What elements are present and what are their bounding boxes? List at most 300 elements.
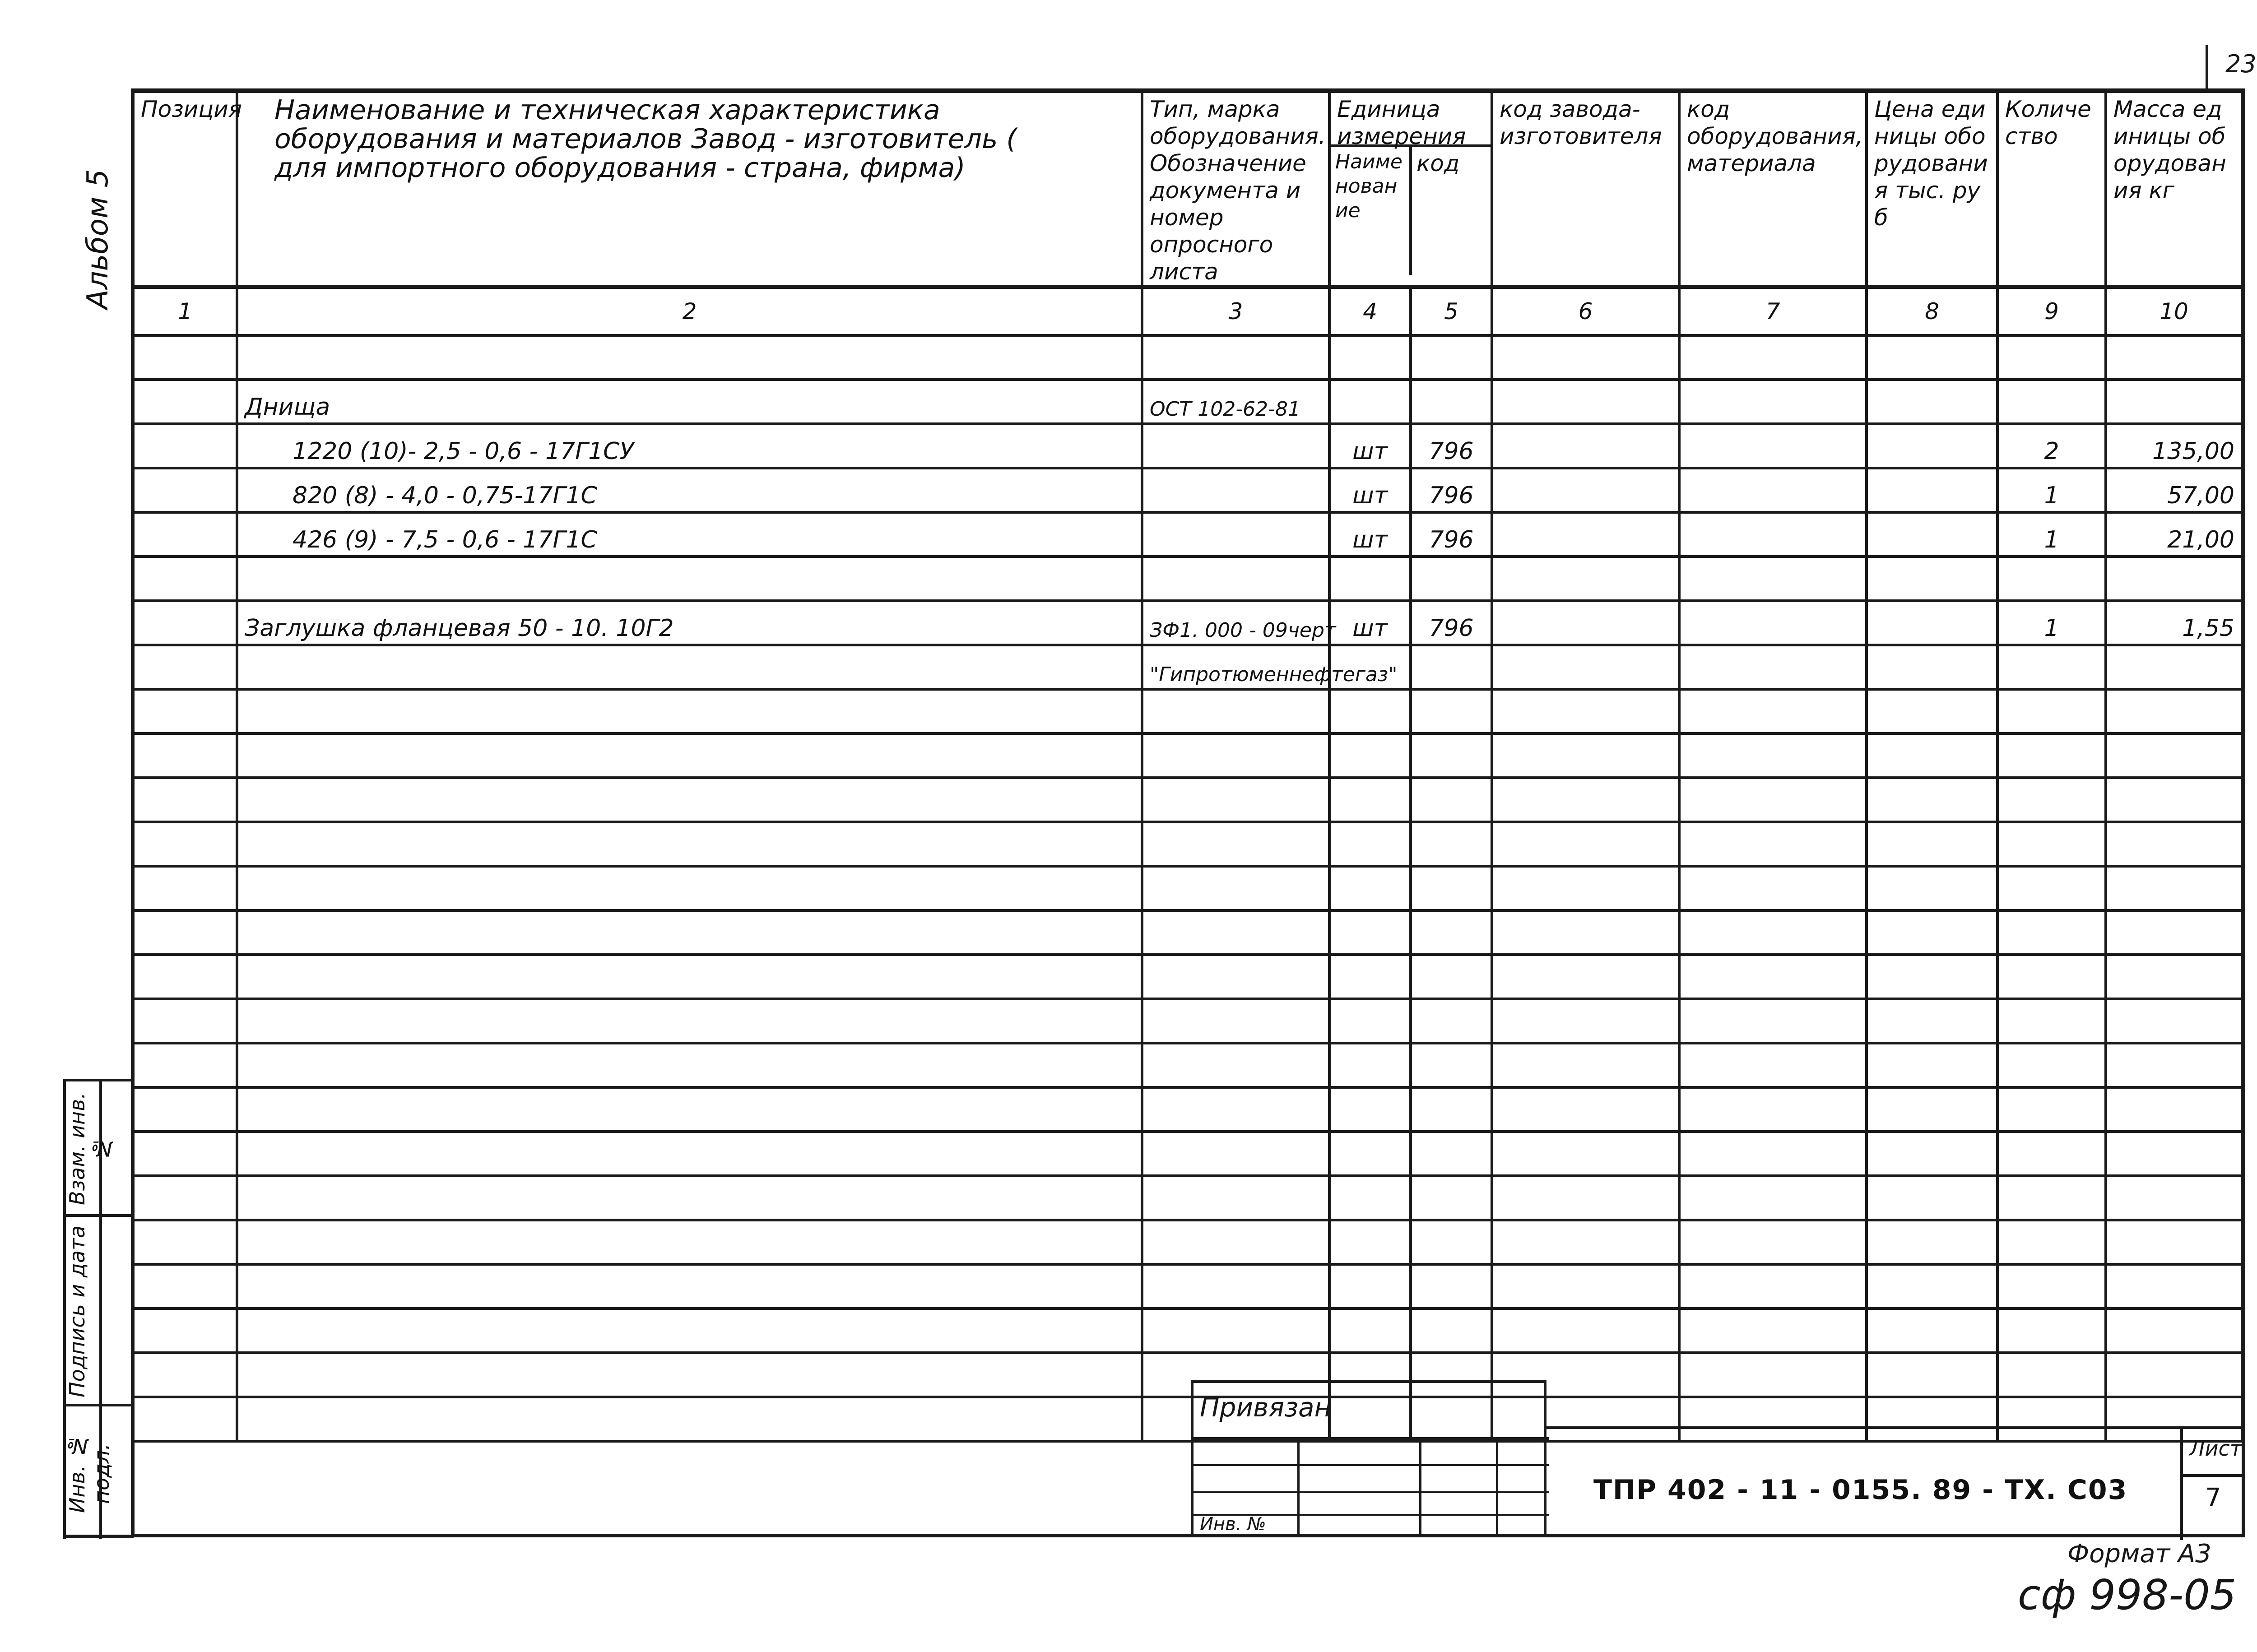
row-document: ОСТ 102-62-81	[1142, 380, 1329, 424]
table-row	[133, 1264, 2242, 1309]
row-unit-code	[1411, 1264, 1492, 1309]
col-num: 1	[133, 287, 237, 335]
row-position	[133, 955, 237, 999]
row-manufacturer-code	[1492, 999, 1679, 1043]
row-document	[1142, 1043, 1329, 1087]
row-position	[133, 822, 237, 866]
table-row	[133, 822, 2242, 866]
row-document	[1142, 778, 1329, 822]
row-position	[133, 1087, 237, 1132]
row-name	[237, 1132, 1142, 1176]
row-name: Заглушка фланцевая 50 - 10. 10Г2	[237, 601, 1142, 645]
row-unit-code	[1411, 1176, 1492, 1220]
sheet-label: Лист	[2189, 1436, 2242, 1461]
row-price	[1867, 689, 1997, 733]
row-name	[237, 1220, 1142, 1264]
side-stamp-sign-date: Подпись и дата	[65, 1225, 89, 1397]
header-type: Тип, марка оборудования. Обозначение документа и номер опросного листа	[1142, 92, 1329, 287]
row-name	[237, 335, 1142, 380]
row-mass	[2106, 380, 2242, 424]
row-name: Днища	[237, 380, 1142, 424]
row-price	[1867, 557, 1997, 601]
header-unit-name: Наименование	[1331, 147, 1412, 275]
row-equipment-code	[1679, 335, 1867, 380]
row-unit	[1329, 1132, 1411, 1176]
row-quantity	[1997, 689, 2106, 733]
row-name	[237, 1309, 1142, 1353]
row-price	[1867, 910, 1997, 955]
row-unit	[1329, 1043, 1411, 1087]
row-manufacturer-code	[1492, 424, 1679, 468]
row-unit-code	[1411, 733, 1492, 778]
row-unit	[1329, 1220, 1411, 1264]
row-unit-code	[1411, 910, 1492, 955]
row-equipment-code	[1679, 645, 1867, 689]
row-equipment-code	[1679, 1309, 1867, 1353]
page-number-divider	[2206, 45, 2208, 90]
header-mass: Масса единицы оборудования кг	[2106, 92, 2242, 287]
header-position: Позиция	[133, 92, 237, 287]
row-name	[237, 557, 1142, 601]
row-mass	[2106, 335, 2242, 380]
row-unit-code	[1411, 1132, 1492, 1176]
row-document	[1142, 1220, 1329, 1264]
header-manufacturer-code: код завода-изготовителя	[1492, 92, 1679, 287]
row-document	[1142, 999, 1329, 1043]
privyazan-block	[1191, 1380, 1546, 1537]
row-mass	[2106, 689, 2242, 733]
row-unit-code: 796	[1411, 512, 1492, 557]
table-row	[133, 1353, 2242, 1397]
row-name: 820 (8) - 4,0 - 0,75-17Г1С	[237, 468, 1142, 512]
row-mass	[2106, 733, 2242, 778]
row-position	[133, 689, 237, 733]
row-position	[133, 1353, 237, 1397]
row-mass: 21,00	[2106, 512, 2242, 557]
row-mass	[2106, 1353, 2242, 1397]
table-row	[133, 910, 2242, 955]
table-row	[133, 601, 2242, 645]
row-unit	[1329, 1309, 1411, 1353]
row-mass	[2106, 910, 2242, 955]
row-document	[1142, 1264, 1329, 1309]
row-unit-code	[1411, 955, 1492, 999]
row-mass: 57,00	[2106, 468, 2242, 512]
row-unit	[1329, 778, 1411, 822]
row-price	[1867, 645, 1997, 689]
row-price	[1867, 1132, 1997, 1176]
row-equipment-code	[1679, 1220, 1867, 1264]
row-position	[133, 778, 237, 822]
row-equipment-code	[1679, 468, 1867, 512]
col-num: 5	[1411, 287, 1492, 335]
row-position	[133, 335, 237, 380]
row-document	[1142, 557, 1329, 601]
row-unit	[1329, 910, 1411, 955]
table-row	[133, 335, 2242, 380]
row-position	[133, 733, 237, 778]
row-position	[133, 601, 237, 645]
row-manufacturer-code	[1492, 778, 1679, 822]
row-name	[237, 999, 1142, 1043]
row-equipment-code	[1679, 733, 1867, 778]
table-row	[133, 1220, 2242, 1264]
row-equipment-code	[1679, 1264, 1867, 1309]
row-document	[1142, 424, 1329, 468]
col-num: 3	[1142, 287, 1329, 335]
row-mass	[2106, 645, 2242, 689]
row-position	[133, 866, 237, 910]
row-quantity	[1997, 645, 2106, 689]
row-unit-code: 796	[1411, 468, 1492, 512]
table-row	[133, 955, 2242, 999]
row-unit	[1329, 689, 1411, 733]
row-mass	[2106, 1220, 2242, 1264]
row-equipment-code	[1679, 778, 1867, 822]
row-manufacturer-code	[1492, 468, 1679, 512]
row-position	[133, 380, 237, 424]
row-unit-code	[1411, 557, 1492, 601]
column-number-row	[133, 287, 2242, 335]
row-quantity	[1997, 822, 2106, 866]
row-unit-code	[1411, 778, 1492, 822]
row-manufacturer-code	[1492, 1087, 1679, 1132]
album-label: Альбом 5	[81, 169, 115, 310]
row-quantity	[1997, 1264, 2106, 1309]
row-mass	[2106, 866, 2242, 910]
row-document	[1142, 910, 1329, 955]
row-manufacturer-code	[1492, 1176, 1679, 1220]
format-label: Формат А3	[2067, 1539, 2211, 1568]
row-document	[1142, 335, 1329, 380]
row-mass	[2106, 1043, 2242, 1087]
row-unit	[1329, 999, 1411, 1043]
sheet-value: 7	[2205, 1483, 2221, 1513]
row-quantity: 1	[1997, 512, 2106, 557]
row-quantity	[1997, 999, 2106, 1043]
row-name	[237, 1087, 1142, 1132]
row-manufacturer-code	[1492, 1132, 1679, 1176]
row-equipment-code	[1679, 424, 1867, 468]
row-quantity	[1997, 557, 2106, 601]
table-row	[133, 557, 2242, 601]
row-unit-code	[1411, 335, 1492, 380]
row-unit	[1329, 380, 1411, 424]
row-equipment-code	[1679, 557, 1867, 601]
row-manufacturer-code	[1492, 822, 1679, 866]
page-number: 23	[2225, 50, 2257, 78]
row-price	[1867, 424, 1997, 468]
inv-no-label: Инв. №	[1200, 1514, 1266, 1535]
privyazan-label: Привязан	[1200, 1392, 1332, 1423]
row-manufacturer-code	[1492, 866, 1679, 910]
row-price	[1867, 1264, 1997, 1309]
row-unit	[1329, 557, 1411, 601]
spec-table	[132, 90, 2243, 1443]
table-row	[133, 645, 2242, 689]
row-position	[133, 645, 237, 689]
row-price	[1867, 335, 1997, 380]
row-position	[133, 1220, 237, 1264]
row-quantity	[1997, 1132, 2106, 1176]
row-unit-code	[1411, 1087, 1492, 1132]
row-document	[1142, 1087, 1329, 1132]
row-position	[133, 1176, 237, 1220]
row-name	[237, 822, 1142, 866]
row-price	[1867, 1220, 1997, 1264]
side-stamp-inv-podl: Инв. № подл.	[65, 1434, 114, 1513]
row-document: "Гипротюменнефтегаз"	[1142, 645, 1329, 689]
table-row	[133, 733, 2242, 778]
col-num: 10	[2106, 287, 2242, 335]
row-document	[1142, 955, 1329, 999]
archive-number: сф 998-05	[2018, 1571, 2237, 1619]
row-document	[1142, 822, 1329, 866]
row-price	[1867, 1087, 1997, 1132]
row-equipment-code	[1679, 1087, 1867, 1132]
row-unit-code	[1411, 1220, 1492, 1264]
row-mass	[2106, 557, 2242, 601]
row-quantity	[1997, 1176, 2106, 1220]
row-quantity	[1997, 910, 2106, 955]
row-manufacturer-code	[1492, 601, 1679, 645]
row-quantity	[1997, 1220, 2106, 1264]
row-unit-code	[1411, 1309, 1492, 1353]
row-mass	[2106, 1309, 2242, 1353]
row-equipment-code	[1679, 1043, 1867, 1087]
row-price	[1867, 999, 1997, 1043]
row-quantity	[1997, 866, 2106, 910]
row-equipment-code	[1679, 866, 1867, 910]
row-quantity	[1997, 1087, 2106, 1132]
row-price	[1867, 1353, 1997, 1397]
side-stamp	[63, 1079, 134, 1539]
row-quantity	[1997, 1353, 2106, 1397]
row-document	[1142, 1176, 1329, 1220]
row-quantity	[1997, 955, 2106, 999]
table-row	[133, 1132, 2242, 1176]
row-mass: 1,55	[2106, 601, 2242, 645]
table-row	[133, 778, 2242, 822]
table-row	[133, 424, 2242, 468]
row-equipment-code	[1679, 822, 1867, 866]
row-manufacturer-code	[1492, 955, 1679, 999]
row-price	[1867, 1309, 1997, 1353]
row-equipment-code	[1679, 512, 1867, 557]
row-equipment-code	[1679, 1132, 1867, 1176]
row-price	[1867, 955, 1997, 999]
table-row	[133, 380, 2242, 424]
designation-text: ТПР 402 - 11 - 0155. 89 - ТХ. С03	[1593, 1474, 2128, 1506]
row-mass	[2106, 1264, 2242, 1309]
table-row	[133, 468, 2242, 512]
row-document	[1142, 1132, 1329, 1176]
row-mass	[2106, 778, 2242, 822]
row-document	[1142, 866, 1329, 910]
row-name	[237, 1043, 1142, 1087]
row-price	[1867, 733, 1997, 778]
header-equipment-code: код оборудования, материала	[1679, 92, 1867, 287]
row-manufacturer-code	[1492, 910, 1679, 955]
row-position	[133, 999, 237, 1043]
row-document	[1142, 1309, 1329, 1353]
row-unit-code	[1411, 999, 1492, 1043]
row-name	[237, 645, 1142, 689]
row-manufacturer-code	[1492, 733, 1679, 778]
row-price	[1867, 1043, 1997, 1087]
row-unit: шт	[1329, 468, 1411, 512]
row-manufacturer-code	[1492, 335, 1679, 380]
header-unit	[1329, 92, 1492, 287]
row-name	[237, 1176, 1142, 1220]
table-row	[133, 1176, 2242, 1220]
table-row	[133, 1309, 2242, 1353]
row-equipment-code	[1679, 955, 1867, 999]
row-equipment-code	[1679, 689, 1867, 733]
row-unit	[1329, 1176, 1411, 1220]
row-quantity	[1997, 1043, 2106, 1087]
row-unit: шт	[1329, 601, 1411, 645]
row-manufacturer-code	[1492, 1220, 1679, 1264]
header-unit-code: код	[1416, 150, 1460, 176]
col-num: 9	[1997, 287, 2106, 335]
col-num: 6	[1492, 287, 1679, 335]
row-document	[1142, 733, 1329, 778]
row-unit-code	[1411, 822, 1492, 866]
side-stamp-inv-vzam: Взам. инв. №	[65, 1092, 114, 1205]
row-manufacturer-code	[1492, 380, 1679, 424]
row-equipment-code	[1679, 380, 1867, 424]
header-price: Цена единицы оборудования тыс. руб	[1867, 92, 1997, 287]
row-unit-code: 796	[1411, 601, 1492, 645]
row-mass	[2106, 999, 2242, 1043]
row-document: ЗФ1. 000 - 09черт	[1142, 601, 1329, 645]
row-price	[1867, 866, 1997, 910]
designation-block	[1544, 1426, 2245, 1537]
row-position	[133, 468, 237, 512]
row-equipment-code	[1679, 601, 1867, 645]
row-position	[133, 424, 237, 468]
row-unit-code	[1411, 1043, 1492, 1087]
row-unit: шт	[1329, 424, 1411, 468]
row-price	[1867, 601, 1997, 645]
row-manufacturer-code	[1492, 645, 1679, 689]
row-name	[237, 1397, 1142, 1441]
col-num: 7	[1679, 287, 1867, 335]
row-unit-code	[1411, 380, 1492, 424]
row-position	[133, 557, 237, 601]
row-name	[237, 910, 1142, 955]
row-mass	[2106, 1176, 2242, 1220]
header-quantity: Количество	[1997, 92, 2106, 287]
table-row	[133, 866, 2242, 910]
row-price	[1867, 822, 1997, 866]
header-name: Наименование и техническая характеристика оборудования и материалов Завод - изготовитель ( для импортного оборудования - страна, фирма)	[237, 92, 1142, 287]
row-manufacturer-code	[1492, 557, 1679, 601]
row-unit	[1329, 335, 1411, 380]
row-price	[1867, 380, 1997, 424]
row-quantity: 1	[1997, 601, 2106, 645]
row-unit	[1329, 866, 1411, 910]
row-unit	[1329, 1264, 1411, 1309]
row-quantity	[1997, 380, 2106, 424]
row-unit	[1329, 733, 1411, 778]
row-manufacturer-code	[1492, 1309, 1679, 1353]
row-price	[1867, 778, 1997, 822]
row-name	[237, 689, 1142, 733]
row-name	[237, 1264, 1142, 1309]
row-quantity: 1	[1997, 468, 2106, 512]
row-position	[133, 1309, 237, 1353]
row-name	[237, 778, 1142, 822]
row-mass	[2106, 1087, 2242, 1132]
row-unit-code	[1411, 689, 1492, 733]
row-unit	[1329, 822, 1411, 866]
row-mass	[2106, 955, 2242, 999]
row-unit: шт	[1329, 512, 1411, 557]
row-manufacturer-code	[1492, 512, 1679, 557]
row-unit	[1329, 955, 1411, 999]
table-row	[133, 1087, 2242, 1132]
row-equipment-code	[1679, 1353, 1867, 1397]
row-position	[133, 1132, 237, 1176]
table-row	[133, 689, 2242, 733]
row-mass	[2106, 822, 2242, 866]
col-num: 2	[237, 287, 1142, 335]
row-name	[237, 733, 1142, 778]
table-row	[133, 999, 2242, 1043]
row-quantity	[1997, 778, 2106, 822]
row-document	[1142, 689, 1329, 733]
row-quantity	[1997, 1309, 2106, 1353]
row-name: 1220 (10)- 2,5 - 0,6 - 17Г1СУ	[237, 424, 1142, 468]
row-price	[1867, 512, 1997, 557]
col-num: 4	[1329, 287, 1411, 335]
row-name	[237, 955, 1142, 999]
row-equipment-code	[1679, 1176, 1867, 1220]
row-document	[1142, 512, 1329, 557]
row-position	[133, 1043, 237, 1087]
row-quantity: 2	[1997, 424, 2106, 468]
row-equipment-code	[1679, 999, 1867, 1043]
row-position	[133, 512, 237, 557]
row-name	[237, 866, 1142, 910]
row-unit	[1329, 1087, 1411, 1132]
row-mass: 135,00	[2106, 424, 2242, 468]
row-manufacturer-code	[1492, 689, 1679, 733]
row-manufacturer-code	[1492, 1264, 1679, 1309]
row-price	[1867, 468, 1997, 512]
row-unit-code	[1411, 645, 1492, 689]
row-name	[237, 1353, 1142, 1397]
table-row	[133, 1043, 2242, 1087]
row-manufacturer-code	[1492, 1043, 1679, 1087]
row-document	[1142, 468, 1329, 512]
row-price	[1867, 1176, 1997, 1220]
row-quantity	[1997, 733, 2106, 778]
row-position	[133, 1397, 237, 1441]
header-unit-title: Единица измерения	[1331, 93, 1491, 147]
row-position	[133, 1264, 237, 1309]
row-position	[133, 910, 237, 955]
row-unit-code: 796	[1411, 424, 1492, 468]
row-equipment-code	[1679, 910, 1867, 955]
row-quantity	[1997, 335, 2106, 380]
row-mass	[2106, 1132, 2242, 1176]
row-name: 426 (9) - 7,5 - 0,6 - 17Г1С	[237, 512, 1142, 557]
col-num: 8	[1867, 287, 1997, 335]
table-row	[133, 512, 2242, 557]
